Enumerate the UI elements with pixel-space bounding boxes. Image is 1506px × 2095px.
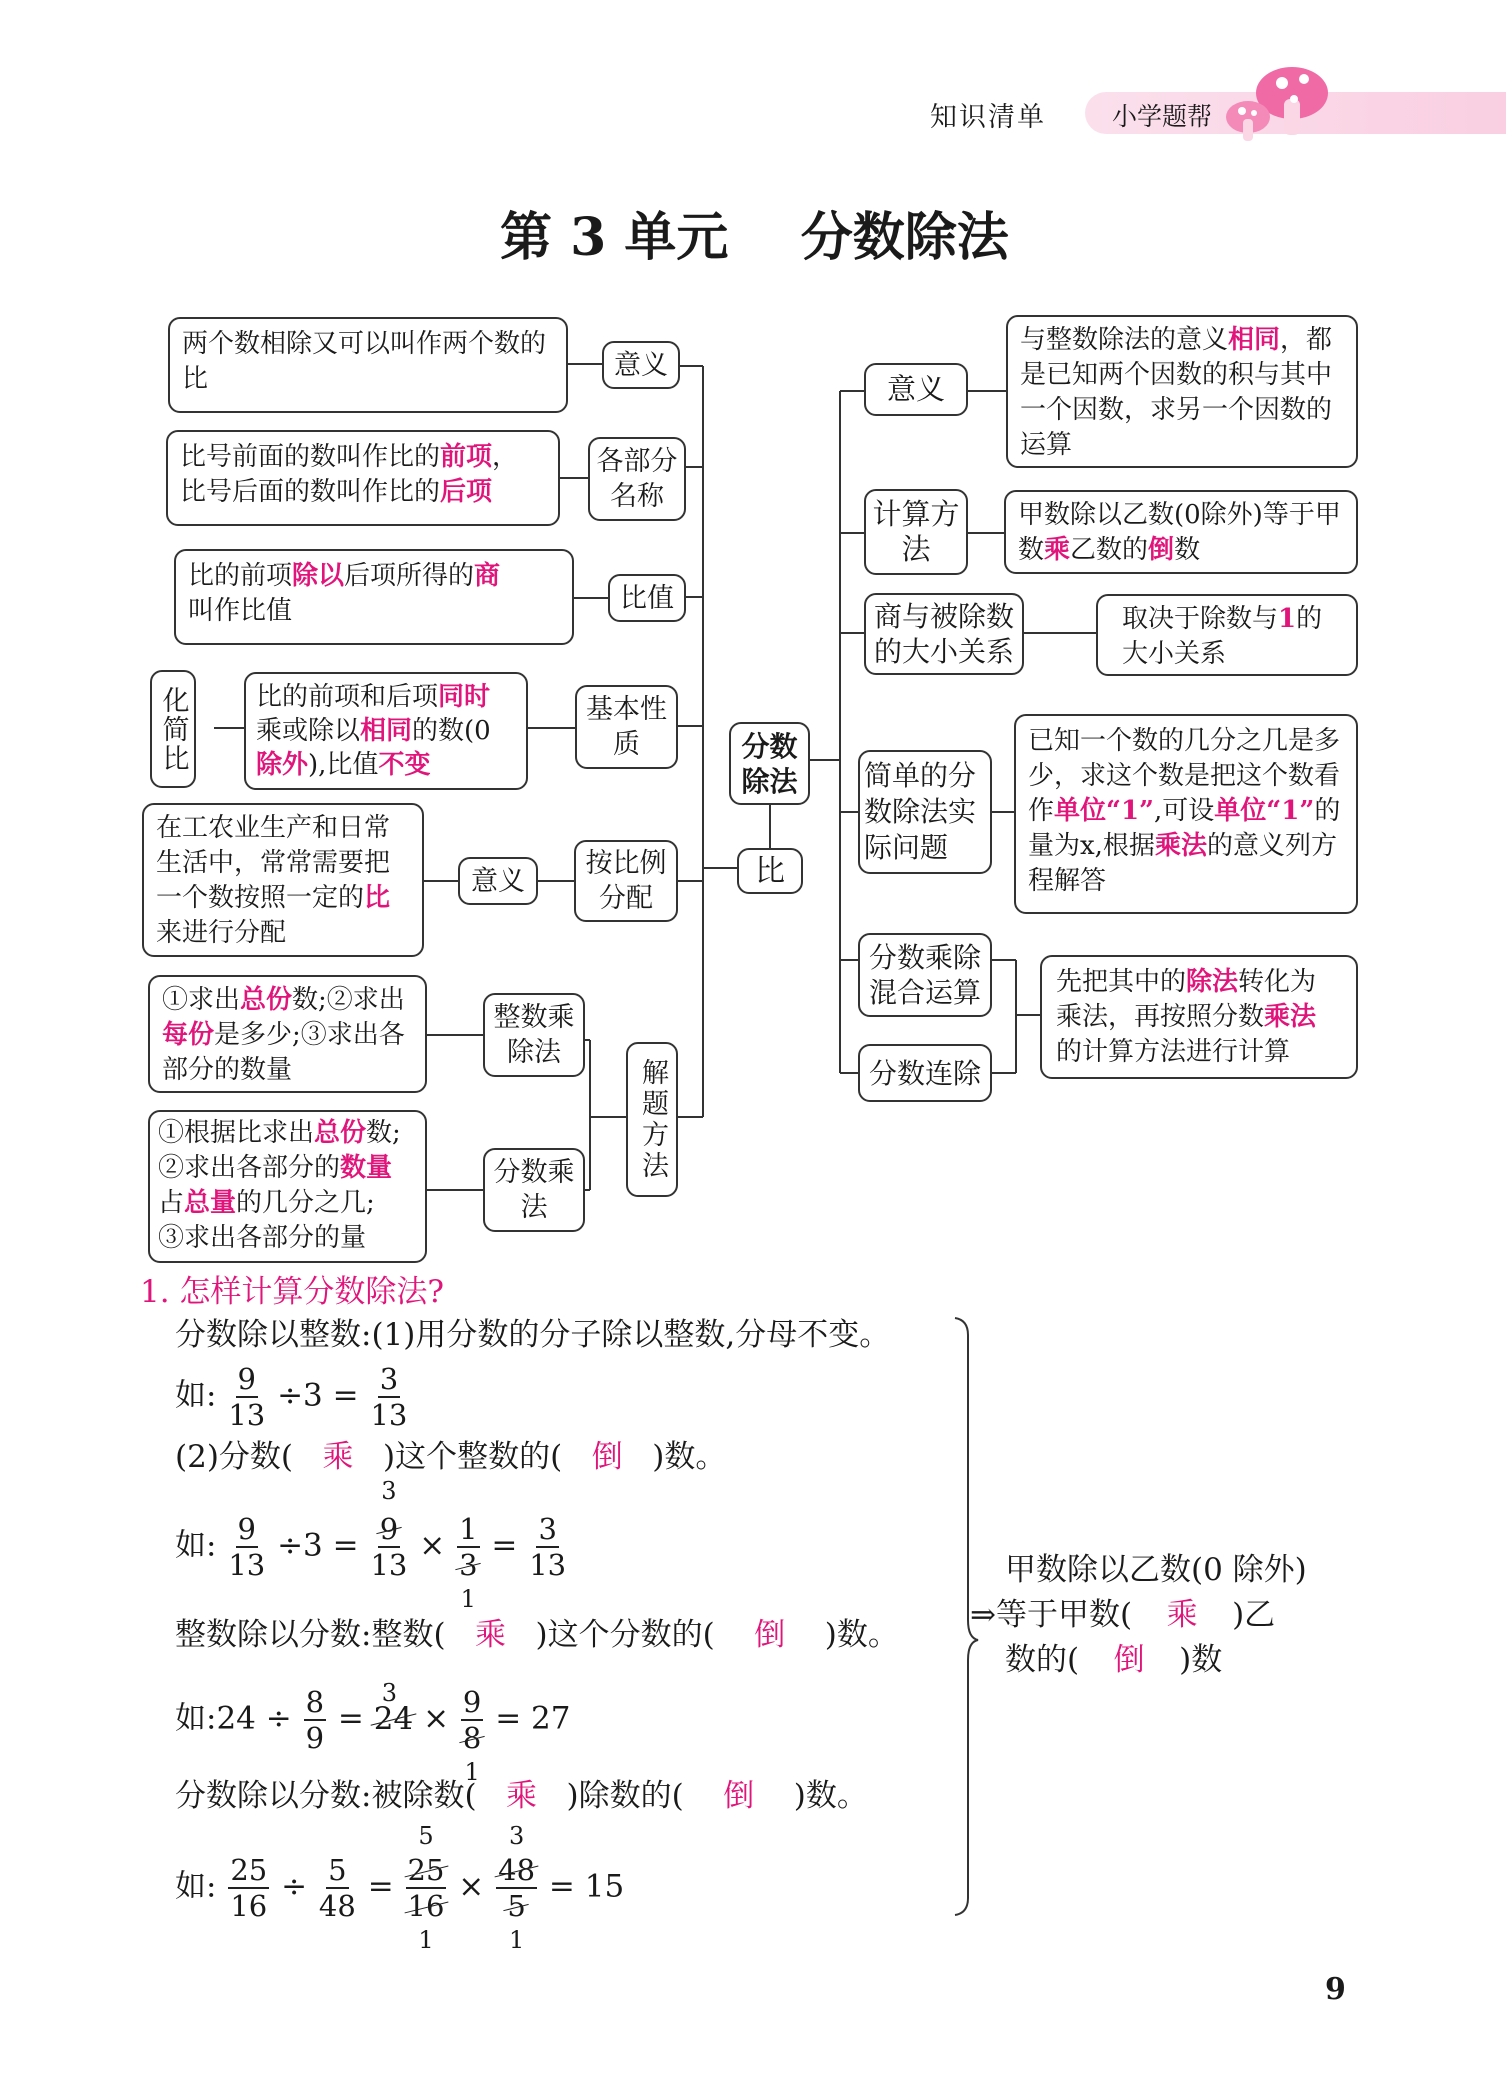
huajian-label: 化简比 — [150, 670, 196, 788]
right-lianchu-label: 分数连除 — [858, 1044, 992, 1102]
right-yiyi-label: 意义 — [864, 363, 968, 416]
jieti-label: 解题方法 — [626, 1042, 678, 1197]
right-shang-label: 商与被除数的大小关系 — [864, 593, 1024, 675]
left-yiyi-label: 意义 — [602, 341, 680, 389]
left-yiyi-box: 两个数相除又可以叫作两个数的比 — [168, 317, 568, 413]
line-4: 分数除以分数:被除数( 乘 )除数的( 倒 )数。 — [175, 1778, 868, 1814]
right-jisuan-label: 计算方法 — [864, 489, 968, 575]
center-fenshu-chufa: 分数除法 — [729, 722, 810, 805]
right-jiandan-label: 简单的分数除法实际问题 — [858, 750, 992, 874]
left-anbili-yiyi-label: 意义 — [458, 857, 538, 905]
summary-line-3: 数的( 倒 )数 — [1005, 1642, 1223, 1678]
left-bizhi-label: 比值 — [608, 574, 686, 622]
left-jiben-box: 比的前项和后项同时乘或除以相同的数(0除外),比值不变 — [244, 672, 528, 790]
right-jiandan-box: 已知一个数的几分之几是多少，求这个数是把这个数看作单位“1”,可设单位“1”的量为x,根据乘法的意义列方程解答 — [1014, 714, 1358, 914]
line-2: (2)分数( 乘 )这个整数的( 倒 )数。 — [175, 1439, 727, 1475]
page-title: 第 3 单元 分数除法 — [500, 207, 1009, 268]
right-hunhe-label: 分数乘除混合运算 — [858, 933, 992, 1017]
left-gebufen-box: 比号前面的数叫作比的前项， 比号后面的数叫作比的后项 — [166, 430, 560, 526]
summary-line-2: ⇒等于甲数( 乘 )乙 — [970, 1597, 1276, 1633]
question-title: 1. 怎样计算分数除法? — [140, 1274, 445, 1310]
line-3: 整数除以分数:整数( 乘 )这个分数的( 倒 )数。 — [175, 1617, 899, 1653]
right-jisuan-box: 甲数除以乙数(0除外)等于甲数乘乙数的倒数 — [1004, 490, 1358, 574]
left-zhengshu-box: ①求出总份数;②求出每份是多少;③求出各部分的数量 — [148, 975, 427, 1093]
right-yiyi-box: 与整数除法的意义相同，都是已知两个因数的积与其中一个因数，求另一个因数的运算 — [1006, 315, 1358, 468]
left-fenshu-label: 分数乘法 — [483, 1148, 585, 1232]
center-bi: 比 — [737, 848, 803, 894]
header-right-text: 小学题帮 — [1112, 102, 1213, 131]
right-shang-box: 取决于除数与1的大小关系 — [1096, 594, 1358, 676]
left-anbili-box: 在工农业生产和日常生活中，常常需要把一个数按照一定的比来进行分配 — [142, 803, 424, 957]
right-hunhe-box: 先把其中的除法转化为乘法，再按照分数乘法的计算方法进行计算 — [1040, 955, 1358, 1079]
summary-line-1: 甲数除以乙数(0 除外) — [1005, 1552, 1307, 1588]
page-number: 9 — [1325, 1972, 1346, 2007]
example-4: 如: $\frac{25}{16}$ ÷ $\frac{5}{48}$ = 5 25 16 1 × 3 48 5 1 = 15 — [175, 1822, 625, 1954]
left-jiben-label: 基本性质 — [575, 685, 678, 769]
example-1: 如: $\frac{9}{13}$ ÷3 = $\frac{3}{13}$ — [175, 1362, 408, 1432]
left-fenshu-box: ①根据比求出总份数; ②求出各部分的数量 占总量的几分之几; ③求出各部分的量 — [148, 1110, 427, 1263]
left-anbili-label: 按比例分配 — [574, 840, 678, 922]
left-gebufen-label: 各部分名称 — [588, 437, 686, 521]
line-fenshu-chu-zhengshu: 分数除以整数:(1)用分数的分子除以整数,分母不变。 — [175, 1317, 891, 1353]
left-bizhi-box: 比的前项除以后项所得的商 叫作比值 — [174, 549, 574, 645]
left-zhengshu-label: 整数乘除法 — [483, 993, 585, 1077]
example-2: 如: $\frac{9}{13}$ ÷3 = 3 9 13 × 1 3 1 = $\frac{3}{13}$ — [175, 1477, 567, 1613]
example-3: 如:24 ÷ $\frac{8}{9}$ = 3 24 × 9 8 1 = 27 — [175, 1678, 571, 1786]
header-left-text: 知识清单 — [930, 102, 1046, 133]
